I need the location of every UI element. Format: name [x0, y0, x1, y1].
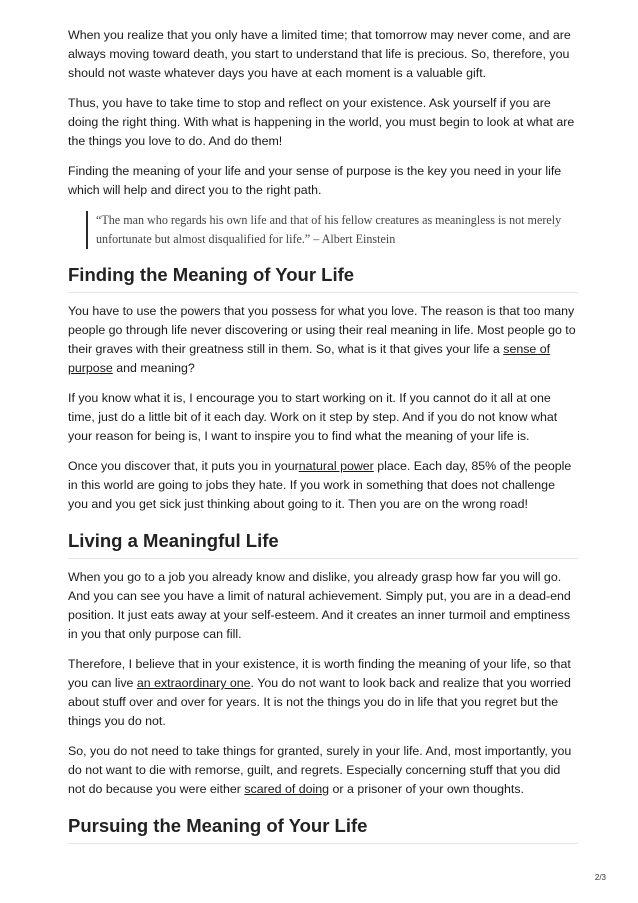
- intro-paragraph-2: Thus, you have to take time to stop and reflect on your existence. Ask yourself if you are doing the right thing. With what is happening in the world, you must begin to look at what are the things you love to do. And do them!: [68, 96, 575, 148]
- section1-p1-text-after: and meaning?: [112, 361, 195, 375]
- section1-p1-text-before: You have to use the powers that you possess for what you love. The reason is that too many people go through life never discovering or using their real meaning in life. Most people go to their graves with their greatness still in them. So, what is it that gives your life a: [68, 304, 576, 356]
- intro-paragraph-3: Finding the meaning of your life and your sense of purpose is the key you need in your life which will help and direct you to the right path.: [68, 164, 562, 197]
- section2-p3-text-after: or a prisoner of your own thoughts.: [329, 782, 524, 796]
- einstein-quote: [86, 211, 578, 249]
- section1-paragraph-3: [68, 457, 578, 514]
- section2-p3-text-before: So, you do not need to take things for granted, surely in your life. And, most importantly, you do not want to die with remorse, guilt, and regrets. Especially concerning stuff that you did not do because you were either: [68, 744, 572, 796]
- sense-of-purpose-link[interactable]: sense of purpose: [68, 342, 551, 375]
- quote-text: “The man who regards his own life and that of his fellow creatures as meaningless is not merely unfortunate but almost disqualified for life.” – Albert Einstein: [96, 213, 562, 246]
- article-page: [68, 26, 578, 853]
- scared-of-doing-link[interactable]: scared of doing: [244, 782, 330, 796]
- page-number: 2/3: [594, 873, 606, 882]
- section-heading-finding-meaning: Finding the Meaning of Your Life: [68, 263, 578, 293]
- intro-paragraph-1: When you realize that you only have a limited time; that tomorrow may never come, and are always moving toward death, you start to understand that life is precious. So, therefore, you should not waste whatever days you have at each moment is a valuable gift.: [68, 28, 571, 80]
- section1-p3-text-after: place. Each day, 85% of the people in this world are going to jobs they hate. If you work in something that does not challenge you and you get sick just thinking about going to it. Then you are on the wrong road!: [68, 459, 572, 511]
- section2-paragraph-2: [68, 655, 578, 731]
- section-heading-living-meaningful: Living a Meaningful Life: [68, 529, 578, 559]
- section1-paragraph-2: If you know what it is, I encourage you to start working on it. If you cannot do it all at one time, just do a little bit of it each day. Work on it step by step. And if you do not know what your reason for being is, I want to inspire you to find what the meaning of your life is.: [68, 391, 558, 443]
- natural-power-link[interactable]: natural power: [298, 459, 374, 473]
- section2-p2-text-before: Therefore, I believe that in your existence, it is worth finding the meaning of your life, so that you can live: [68, 657, 571, 690]
- extraordinary-one-link[interactable]: an extraordinary one: [136, 676, 251, 690]
- section2-paragraph-3: [68, 742, 578, 799]
- section2-p2-text-after: . You do not want to look back and realize that you worried about stuff over and over for years. It is not the things you do in life that you regret but the things you do not.: [68, 676, 571, 728]
- section1-p3-text-before: Once you discover that, it puts you in your: [68, 459, 299, 473]
- section1-paragraph-1: [68, 302, 578, 378]
- section-heading-pursuing-meaning: Pursuing the Meaning of Your Life: [68, 814, 578, 844]
- section2-paragraph-1: When you go to a job you already know and dislike, you already grasp how far you will go. And you can see you have a limit of natural achievement. Simply put, you are in a dead-end position. It just eats away at your self-esteem. And it creates an inner turmoil and emptiness in you that only purpose can fill.: [68, 570, 571, 641]
